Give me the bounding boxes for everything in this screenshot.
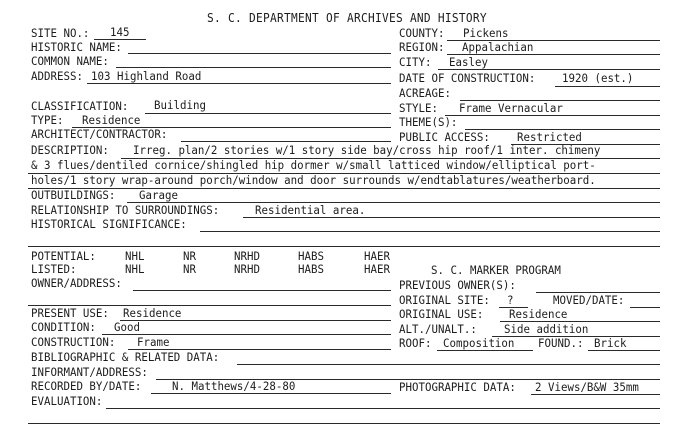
marker-program-title: S. C. MARKER PROGRAM (431, 263, 561, 277)
type-value: Residence (82, 113, 141, 127)
outbuildings-value: Garage (139, 188, 178, 202)
description-rule-3 (28, 188, 660, 189)
architect-label: ARCHITECT/CONTRACTOR: (31, 127, 168, 141)
common-name-label: COMMON NAME: (31, 54, 109, 68)
site-no-value: 145 (110, 25, 130, 39)
potential-option-haer: HAER (364, 249, 390, 263)
listed-option-nr: NR (183, 262, 196, 276)
present-use-line (120, 320, 391, 321)
acreage-label: ACREAGE: (399, 86, 451, 100)
moved-date-label: MOVED/DATE: (553, 293, 625, 307)
recorded-by-line (151, 393, 391, 394)
description-line-2: & 3 flues/dentiled cornice/shingled hip dormer w/small latticed window/elliptical port- (31, 158, 596, 172)
address-line (87, 83, 391, 84)
public-access-label: PUBLIC ACCESS: (399, 130, 490, 144)
construction-label: CONSTRUCTION: (31, 335, 116, 349)
historical-significance-label: HISTORICAL SIGNIFICANCE: (31, 217, 187, 231)
region-value: Appalachian (462, 40, 534, 54)
listed-option-nrhd: NRHD (234, 262, 260, 276)
previous-owners-label: PREVIOUS OWNER(S): (399, 278, 516, 292)
style-line (445, 115, 660, 116)
construction-value: Frame (137, 335, 170, 349)
moved-date-line (630, 307, 660, 308)
photographic-data-label: PHOTOGRAPHIC DATA: (399, 380, 516, 394)
city-label: CITY: (399, 55, 432, 69)
foundation-value: Brick (594, 336, 627, 350)
common-name-line (116, 67, 391, 68)
original-site-label: ORIGINAL SITE: (399, 293, 490, 307)
potential-option-habs: HABS (298, 249, 324, 263)
historic-name-line (128, 53, 391, 54)
historical-significance-line (200, 231, 660, 232)
city-value: Easley (449, 55, 488, 69)
recorded-by-value: N. Matthews/4-28-80 (172, 379, 296, 393)
listed-label: LISTED: (31, 262, 77, 276)
description-label: DESCRIPTION: (31, 143, 109, 157)
potential-option-nrhd: NRHD (234, 249, 260, 263)
style-value: Frame Vernacular (459, 101, 563, 115)
architect-line (181, 141, 391, 142)
foundation-label: FOUND.: (538, 336, 584, 350)
region-label: REGION: (399, 40, 445, 54)
photographic-data-line (531, 394, 660, 395)
owner-address-line (133, 290, 391, 291)
outbuildings-label: OUTBUILDINGS: (31, 188, 116, 202)
classification-line (145, 113, 391, 114)
evaluation-line (106, 408, 660, 409)
date-construction-line (555, 86, 660, 87)
roof-label: ROOF: (399, 336, 432, 350)
date-construction-label: DATE OF CONSTRUCTION: (399, 71, 536, 85)
listed-option-haer: HAER (364, 262, 390, 276)
alt-unalt-value: Side addition (504, 322, 589, 336)
owner-address-label: OWNER/ADDRESS: (31, 276, 122, 290)
relationship-value: Residential area. (255, 203, 366, 217)
recorded-by-label: RECORDED BY/DATE: (31, 379, 142, 393)
address-value: 103 Highland Road (91, 69, 202, 83)
historic-name-label: HISTORIC NAME: (31, 40, 122, 54)
present-use-label: PRESENT USE: (31, 306, 109, 320)
county-value: Pickens (463, 26, 509, 40)
relationship-line (243, 217, 660, 218)
evaluation-label: EVALUATION: (31, 394, 103, 408)
alt-unalt-label: ALT./UNALT.: (399, 322, 477, 336)
form-title: S. C. DEPARTMENT OF ARCHIVES AND HISTORY (207, 11, 487, 25)
potential-option-nhl: NHL (125, 249, 145, 263)
potential-option-nr: NR (183, 249, 196, 263)
city-line (438, 69, 660, 70)
present-use-value: Residence (123, 306, 182, 320)
bibliographic-line (237, 364, 660, 365)
original-use-label: ORIGINAL USE: (399, 307, 484, 321)
description-line-1: Irreg. plan/2 stories w/1 story side bay/cross hip roof/1 inter. chimeny (133, 143, 601, 157)
classification-value: Building (154, 98, 206, 112)
county-label: COUNTY: (399, 26, 445, 40)
evaluation-line-2 (28, 423, 660, 424)
bibliographic-label: BIBLIOGRAPHIC & RELATED DATA: (31, 350, 220, 364)
public-access-value: Restricted (517, 130, 582, 144)
roof-line (437, 350, 533, 351)
site-no-label: SITE NO.: (31, 26, 90, 40)
relationship-label: RELATIONSHIP TO SURROUNDINGS: (31, 203, 220, 217)
photographic-data-value: 2 Views/B&W 35mm (535, 380, 639, 394)
listed-option-habs: HABS (298, 262, 324, 276)
condition-label: CONDITION: (31, 320, 96, 334)
condition-value: Good (114, 320, 140, 334)
historical-significance-line-2 (28, 246, 660, 247)
informant-label: INFORMANT/ADDRESS: (31, 365, 148, 379)
style-label: STYLE: (399, 101, 438, 115)
type-label: TYPE: (31, 113, 64, 127)
roof-value: Composition (443, 336, 515, 350)
listed-option-nhl: NHL (125, 262, 145, 276)
themes-label: THEME(S): (399, 115, 458, 129)
address-label: ADDRESS: (31, 69, 83, 83)
classification-label: CLASSIFICATION: (31, 99, 129, 113)
potential-label: POTENTIAL: (31, 249, 96, 263)
foundation-line (588, 350, 660, 351)
original-use-value: Residence (509, 307, 568, 321)
description-line-3: holes/1 story wrap-around porch/window and door surrounds w/endtablatures/weatherboard. (31, 173, 596, 187)
original-site-value: ? (507, 293, 514, 307)
date-construction-value: 1920 (est.) (562, 71, 634, 85)
